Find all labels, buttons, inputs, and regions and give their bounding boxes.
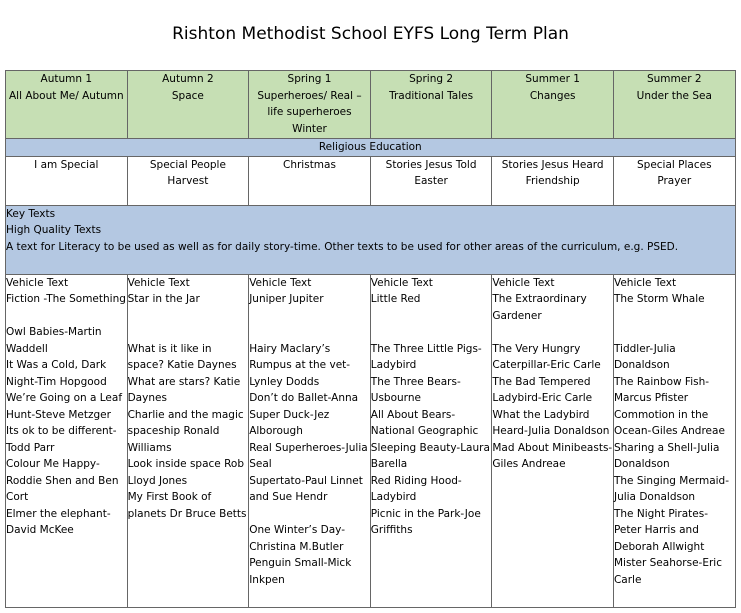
book-item: What is it like in space? Katie Daynes bbox=[127, 342, 237, 371]
book-item: The Three Bears-Usbourne bbox=[370, 375, 461, 404]
vehicle-label: Vehicle Text bbox=[127, 276, 190, 289]
term-theme: Changes bbox=[529, 89, 576, 102]
book-item: Don’t do Ballet-Anna Super Duck-Jez Alborough bbox=[249, 392, 359, 437]
texts-row bbox=[6, 274, 736, 607]
texts-cell bbox=[492, 274, 614, 607]
vehicle-label: Vehicle Text bbox=[249, 276, 312, 289]
key-texts-cell bbox=[6, 205, 736, 274]
term-header-cell bbox=[6, 71, 128, 139]
term-header-cell bbox=[492, 71, 614, 139]
book-item: Penguin Small-Mick Inkpen bbox=[249, 557, 352, 586]
key-texts-description: A text for Literacy to be used as well as for daily story-time. Other texts to be used for other areas of the curriculum, e.g. PSED. bbox=[6, 240, 679, 253]
texts-cell bbox=[127, 274, 249, 607]
re-topic-cell bbox=[127, 156, 249, 205]
book-item: Charlie and the magic spaceship Ronald Williams bbox=[127, 408, 244, 454]
book-item: Mad About Minibeasts-Giles Andreae bbox=[492, 441, 613, 470]
term-theme: Superheroes/ Real – life superheroes Winter bbox=[257, 89, 362, 135]
re-topic-cell bbox=[249, 156, 371, 205]
long-term-plan-table bbox=[5, 70, 736, 608]
texts-cell bbox=[613, 274, 735, 607]
re-topic: Friendship bbox=[525, 175, 580, 187]
vehicle-label: Vehicle Text bbox=[370, 276, 433, 289]
book-item: Colour Me Happy-Roddie Shen and Ben Cort bbox=[6, 458, 119, 503]
book-item: The Very Hungry Caterpillar-Eric Carle bbox=[492, 342, 601, 371]
re-topic: Special People bbox=[149, 158, 226, 171]
book-item: Elmer the elephant-David McKee bbox=[6, 507, 111, 536]
term-name: Summer 2 bbox=[646, 73, 702, 85]
term-theme: Under the Sea bbox=[636, 89, 712, 102]
term-header-cell bbox=[127, 71, 249, 139]
religious-education-heading: Religious Education bbox=[6, 139, 736, 157]
term-header-cell bbox=[249, 71, 371, 139]
vehicle-label: Vehicle Text bbox=[6, 276, 69, 289]
term-theme: Traditional Tales bbox=[389, 89, 474, 102]
key-texts-subheading: High Quality Texts bbox=[6, 224, 102, 236]
book-item: Real Superheroes-Julia Seal bbox=[249, 441, 368, 470]
re-topic-cell bbox=[492, 156, 614, 205]
term-header-cell bbox=[613, 71, 735, 139]
term-name: Autumn 1 bbox=[40, 73, 93, 85]
vehicle-label: Vehicle Text bbox=[613, 276, 677, 289]
book-item: Sleeping Beauty-Laura Barella bbox=[370, 441, 490, 470]
key-texts-row bbox=[6, 205, 736, 274]
key-texts-heading: Key Texts bbox=[6, 207, 56, 220]
term-name: Spring 1 bbox=[287, 73, 332, 85]
vehicle-text: Juniper Jupiter bbox=[249, 293, 324, 305]
re-topic: Christmas bbox=[283, 158, 336, 171]
book-item: The Bad Tempered Ladybird-Eric Carle bbox=[492, 375, 593, 404]
book-item: The Night Pirates-Peter Harris and Deborah Allwight bbox=[613, 507, 708, 553]
book-item: Mister Seahorse-Eric Carle bbox=[613, 557, 722, 586]
term-name: Summer 1 bbox=[525, 73, 580, 85]
vehicle-text: The Storm Whale bbox=[613, 293, 705, 305]
re-topic: Prayer bbox=[657, 175, 692, 187]
book-item: All About Bears-National Geographic bbox=[370, 408, 479, 437]
re-topic-cell bbox=[613, 156, 735, 205]
book-item: Sharing a Shell-Julia Donaldson bbox=[613, 441, 720, 470]
book-item: Picnic in the Park-Joe Griffiths bbox=[370, 507, 481, 536]
book-item: Commotion in the Ocean-Giles Andreae bbox=[613, 408, 725, 437]
re-topics-row bbox=[6, 156, 736, 205]
texts-cell bbox=[370, 274, 492, 607]
vehicle-text: Star in the Jar bbox=[127, 293, 200, 305]
book-item: Its ok to be different-Todd Parr bbox=[6, 425, 117, 454]
re-topic: Easter bbox=[414, 175, 448, 187]
book-item: What the Ladybird Heard-Julia Donaldson bbox=[492, 408, 610, 437]
book-item: What are stars? Katie Daynes bbox=[127, 375, 241, 404]
book-item: It Was a Cold, Dark Night-Tim Hopgood bbox=[6, 359, 107, 388]
vehicle-label: Vehicle Text bbox=[492, 276, 555, 289]
book-item: The Singing Mermaid-Julia Donaldson bbox=[613, 474, 729, 503]
vehicle-text: Fiction -The Something bbox=[6, 293, 126, 305]
re-topic: Special Places bbox=[636, 158, 712, 171]
term-header-cell bbox=[370, 71, 492, 139]
texts-cell bbox=[249, 274, 371, 607]
re-topic-cell bbox=[6, 156, 128, 205]
term-header-row bbox=[6, 71, 736, 139]
re-topic: I am Special bbox=[34, 158, 99, 171]
book-item: Red Riding Hood-Ladybird bbox=[370, 474, 462, 503]
book-item: The Rainbow Fish-Marcus Pfister bbox=[613, 375, 710, 404]
book-item: Tiddler-Julia Donaldson bbox=[613, 342, 676, 371]
term-theme: Space bbox=[171, 89, 204, 102]
page-title: Rishton Methodist School EYFS Long Term Plan bbox=[172, 24, 569, 44]
book-item: We’re Going on a Leaf Hunt-Steve Metzger bbox=[6, 392, 123, 421]
term-name: Spring 2 bbox=[409, 73, 454, 85]
vehicle-text: Little Red bbox=[370, 293, 421, 305]
book-item: One Winter’s Day-Christina M.Butler bbox=[249, 524, 346, 553]
book-item: Hairy Maclary’s Rumpus at the vet-Lynley Dodds bbox=[249, 342, 351, 388]
re-topic-cell bbox=[370, 156, 492, 205]
book-item: Owl Babies-Martin Waddell bbox=[6, 326, 102, 355]
vehicle-text: The Extraordinary Gardener bbox=[492, 293, 587, 322]
re-topic: Harvest bbox=[167, 175, 209, 187]
religious-education-row bbox=[6, 139, 736, 157]
book-item: Look inside space Rob Lloyd Jones bbox=[127, 458, 245, 487]
re-topic: Stories Jesus Heard bbox=[501, 158, 604, 171]
book-item: Supertato-Paul Linnet and Sue Hendr bbox=[249, 474, 363, 503]
term-theme: All About Me/ Autumn bbox=[8, 89, 124, 102]
texts-cell bbox=[6, 274, 128, 607]
term-name: Autumn 2 bbox=[162, 73, 214, 85]
re-topic: Stories Jesus Told bbox=[385, 158, 477, 171]
book-item: My First Book of planets Dr Bruce Betts bbox=[127, 491, 247, 520]
book-item: The Three Little Pigs-Ladybird bbox=[370, 342, 482, 371]
